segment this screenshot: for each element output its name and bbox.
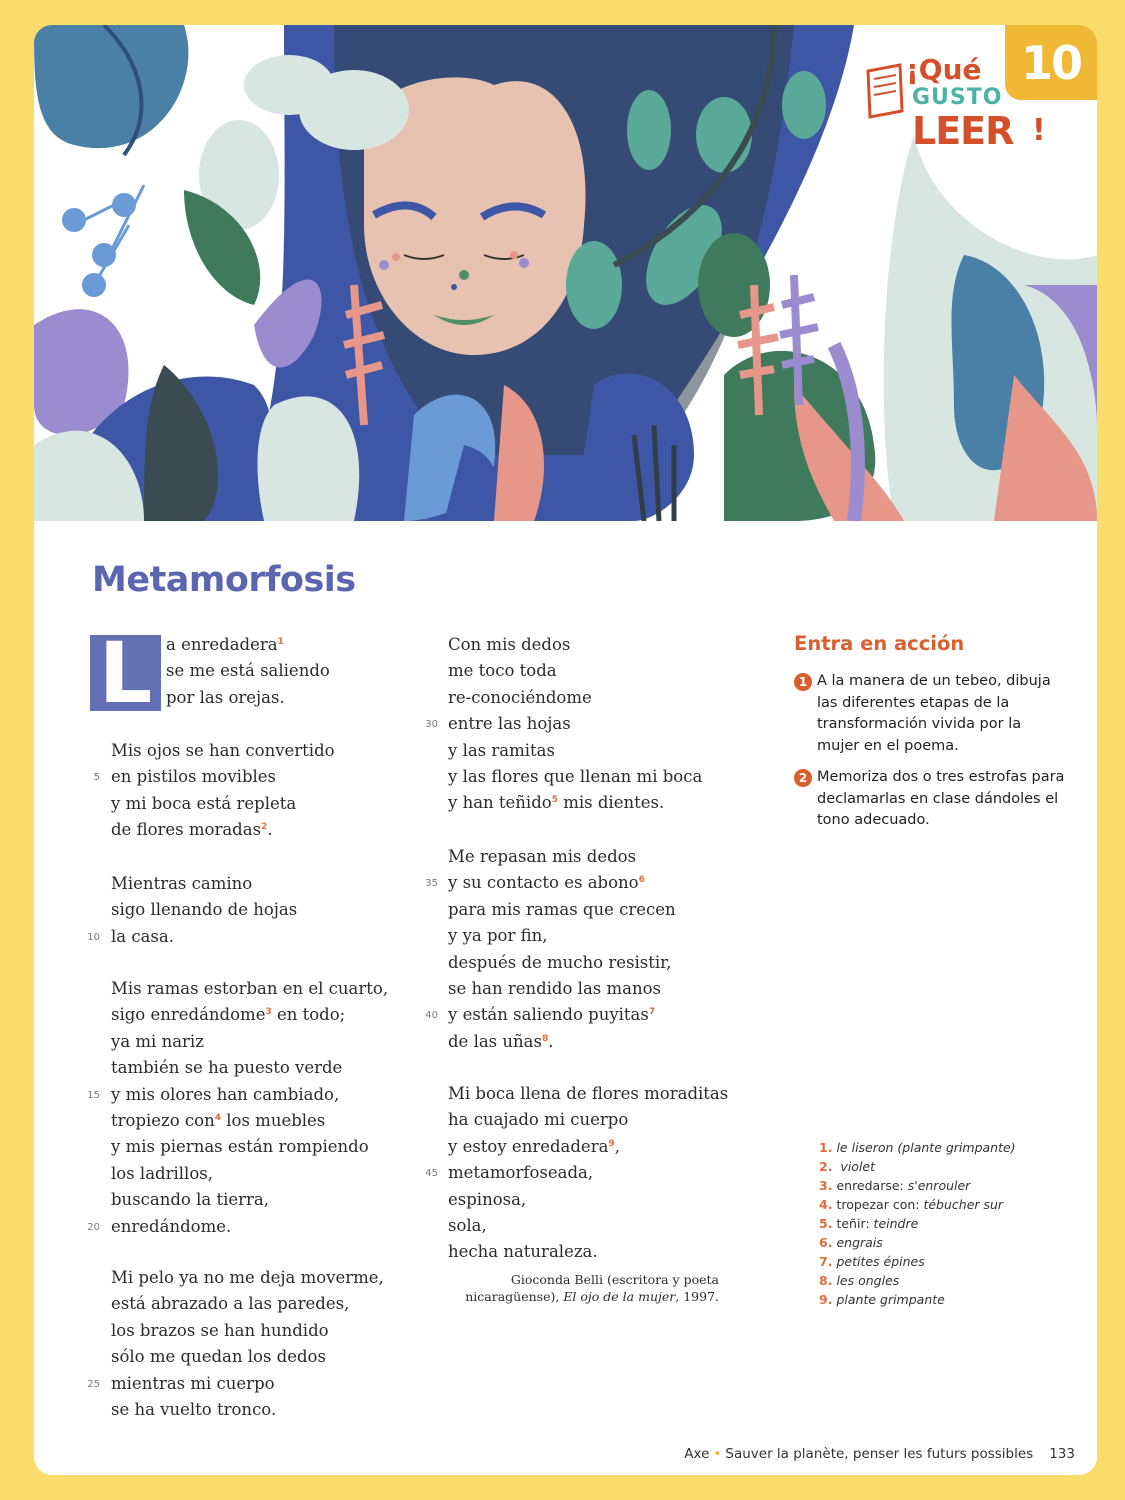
logo-line-3: LEER [912,109,1014,153]
poem-line [448,1002,655,1028]
poem-line-text: sigo enredándome [111,1005,266,1025]
poem-line-text: está abrazado a las paredes, [111,1294,350,1314]
poem-line [448,790,664,816]
glossary-definition: le liseron (plante grimpante) [836,1140,1016,1155]
poem-line [448,1239,598,1265]
poem-line-text: Mi pelo ya no me deja moverme, [111,1268,384,1287]
poem-line [111,1397,276,1423]
poem-line-text: enredándome. [111,1216,232,1236]
source-book-title: El ojo de la mujer [563,1289,676,1304]
poem-line [448,923,547,949]
glossary-definition: violet [836,1159,876,1174]
footnote-ref: 1 [277,637,284,647]
poem-line [111,1187,269,1213]
poem-line-text: se me está saliendo [166,661,330,681]
glossary-number: 5. [819,1216,833,1231]
poem-line-text: los brazos se han hundido [111,1320,329,1340]
poem-line [111,1214,231,1240]
poem-line-text: se han rendido las manos [448,979,662,998]
poem-line-text: hecha naturaleza. [448,1242,598,1262]
poem-line-text: para mis ramas que crecen [448,899,676,919]
poem-line [448,844,636,870]
poem-line-tail: los muebles [221,1111,326,1130]
poem-line [111,976,388,1002]
poem-title: Metamorfosis [92,560,356,600]
poem-line [448,950,671,976]
logo-line-1: ¡Qué [906,53,982,86]
poem-line [448,1029,553,1055]
footnote-ref: 2 [261,822,268,833]
line-number: 10 [87,931,100,943]
poem-line [111,1265,384,1291]
glossary-number: 6. [819,1235,833,1250]
glossary-definition: teindre [873,1216,919,1231]
poem-line-text: y su contacto es abono [448,873,639,893]
poem-line-text: Mis ramas estorban en el cuarto, [111,979,389,998]
poem-line-text: sigo llenando de hojas [111,900,298,920]
glossary-item [819,1138,1016,1157]
poem-line-text: los ladrillos, [111,1163,213,1183]
line-number: 25 [87,1378,100,1390]
task-text: A la manera de un tebeo, dibuja las diferentes etapas de la transformación vivida por la mujer en el poema. [817,673,1051,754]
glossary-definition: plante grimpante [836,1292,945,1307]
logo-line-2: GUSTO [912,85,1003,110]
poem-line [111,1082,339,1108]
glossary-definition: petites épines [836,1254,925,1269]
footnote-ref: 7 [648,1007,656,1018]
poem-line-text: y ya por fin, [448,926,548,946]
glossary-number: 1. [819,1140,833,1155]
footnote-ref: 9 [608,1138,615,1149]
unit-number-tab: 10 [1005,25,1097,100]
task-number-badge: 2 [794,769,812,787]
footnote-ref: 3 [265,1007,272,1018]
poem-line-text: espinosa, [448,1189,527,1209]
poem-line-text: y mi boca está repleta [111,793,297,813]
poem-line-text: ya mi nariz [111,1031,204,1051]
poem-line-text: de las uñas [448,1031,542,1051]
poem-line [448,1107,628,1133]
glossary-definition: engrais [836,1235,883,1250]
glossary-term: tropezar con: [836,1197,924,1212]
poem-line [448,1213,487,1239]
poem-line-text: Mientras camino [111,874,253,893]
poem-line [111,1291,349,1317]
source-line-1: Gioconda Belli (escritora y poeta [510,1272,719,1287]
poem-line-text: después de mucho resistir, [448,952,672,972]
line-number: 40 [425,1010,438,1022]
glossary-item [819,1252,1016,1271]
poem-line-tail: mis dientes. [557,793,665,813]
poem-line-text: me toco toda [448,661,557,681]
poem-line-text: Con mis dedos [448,635,571,654]
footer-theme: Sauver la planète, penser les futurs possibles [725,1446,1034,1462]
poem-line-text: se ha vuelto tronco. [111,1400,277,1419]
poem-line-text: buscando la tierra, [111,1190,269,1210]
poem-line [448,711,571,737]
page-number: 133 [1049,1446,1075,1462]
que-gusto-leer-logo [860,53,1080,163]
glossary-number: 4. [819,1197,833,1212]
poem-line-text: en pistilos movibles [111,767,277,787]
poem-line-tail: . [548,1031,554,1051]
line-number: 5 [93,772,100,784]
page [34,25,1097,1475]
line-number: 15 [87,1089,100,1101]
glossary-item [819,1271,1016,1290]
poem-line-text: re-conociéndome [448,687,592,707]
footer-bullet: • [713,1446,722,1462]
poem-line-text: ha cuajado mi cuerpo [448,1110,629,1130]
poem-line [448,738,555,764]
poem-line [111,1029,204,1055]
poem-line [111,1344,326,1370]
source-year: , 1997. [675,1289,719,1304]
task-text: Memoriza dos o tres estrofas para declamarlas en clase dándoles el tono adecuado. [817,769,1065,828]
poem-line-text: sola, [448,1216,487,1235]
poem-line [166,685,285,711]
poem-line [448,764,702,790]
poem-line-text: tropiezo con [111,1111,215,1130]
glossary-term: enredarse: [836,1178,908,1193]
poem-line-text: metamorfoseada, [448,1163,594,1183]
poem-line [111,1161,213,1187]
footnote-ref: 4 [214,1113,221,1123]
activity-title: Entra en acción [794,632,965,655]
glossary-number: 3. [819,1178,833,1193]
line-number: 20 [87,1221,100,1233]
poem-line-text: también se ha puesto verde [111,1058,343,1078]
poem-line-text: a enredadera [166,635,278,654]
glossary-item [819,1214,1016,1233]
glossary [819,1138,1016,1309]
poem-line-tail: . [267,820,273,840]
poem-line-text: por las orejas. [166,687,285,707]
source-line-2 [449,1288,719,1305]
footnote-ref: 8 [541,1033,549,1044]
footer-axe: Axe [684,1446,710,1462]
glossary-number: 8. [819,1273,833,1288]
poem-line [448,976,661,1002]
poem-line [448,658,557,684]
poem-line-text: y han teñido [448,793,552,813]
glossary-number: 9. [819,1292,833,1307]
poem-line [111,871,252,897]
glossary-item [819,1290,1016,1309]
poem-line-text: y están saliendo puyitas [448,1005,649,1025]
poem-line [111,764,276,790]
glossary-definition: les ongles [836,1273,900,1288]
poem-line-text: y estoy enredadera [448,1136,609,1156]
poem-line-text: y mis olores han cambiado, [111,1084,340,1104]
drop-cap: L [90,635,161,711]
poem-line-text: Me repasan mis dedos [448,847,637,866]
poem-line [111,1371,275,1397]
poem-line [111,897,297,923]
poem-line-text: entre las hojas [448,714,571,734]
poem-line [448,685,592,711]
poem-line-text: y las ramitas [448,740,555,760]
glossary-item [819,1157,1016,1176]
open-book-icon [860,61,908,121]
glossary-definition: s'enrouler [907,1178,971,1193]
poem-line [448,870,645,896]
poem-line-text: de flores moradas [111,820,262,840]
poem-line-tail: , [614,1136,620,1156]
poem-line-text: Mi boca llena de flores moraditas [448,1084,729,1103]
poem-source [449,1271,719,1305]
footnote-ref: 5 [551,795,558,806]
poem-line [448,632,570,658]
poem-line [448,1134,620,1160]
poem-line-text: y mis piernas están rompiendo [111,1137,369,1157]
poem-line-text: mientras mi cuerpo [111,1373,275,1393]
poem-line [448,1081,728,1107]
source-author-origin: nicaragüense), [465,1289,564,1304]
glossary-number: 7. [819,1254,833,1269]
glossary-item [819,1195,1016,1214]
glossary-item [819,1176,1016,1195]
poem-line [111,1055,342,1081]
poem-line [111,1108,325,1134]
poem-line [448,1160,593,1186]
poem-line-text: Mis ojos se han convertido [111,741,335,760]
logo-line-4: ! [1032,113,1046,148]
poem-line [111,738,335,764]
glossary-term: teñir: [836,1216,874,1231]
poem-line-text: la casa. [111,926,174,946]
poem-line [111,1318,329,1344]
glossary-definition: tébucher sur [923,1197,1004,1212]
glossary-item [819,1233,1016,1252]
line-number: 45 [425,1168,438,1180]
poem-line-tail: en todo; [271,1005,346,1025]
poem-line [111,791,296,817]
line-number: 35 [425,878,438,890]
poem-line [166,658,330,684]
task-number-badge: 1 [794,673,812,691]
footnote-ref: 6 [638,875,645,886]
line-number: 30 [425,719,438,731]
poem-line [111,1002,345,1028]
poem-line [166,632,284,658]
poem-line-text: y las flores que llenan mi boca [448,767,703,786]
poem-line [448,897,676,923]
page-footer [684,1446,1075,1462]
poem-line-text: sólo me quedan los dedos [111,1347,326,1367]
hero-illustration [34,25,1097,521]
poem-line [448,1187,526,1213]
poem-line [111,924,174,950]
glossary-number: 2. [819,1159,833,1174]
poem-line [111,817,273,843]
poem-line [111,1134,369,1160]
